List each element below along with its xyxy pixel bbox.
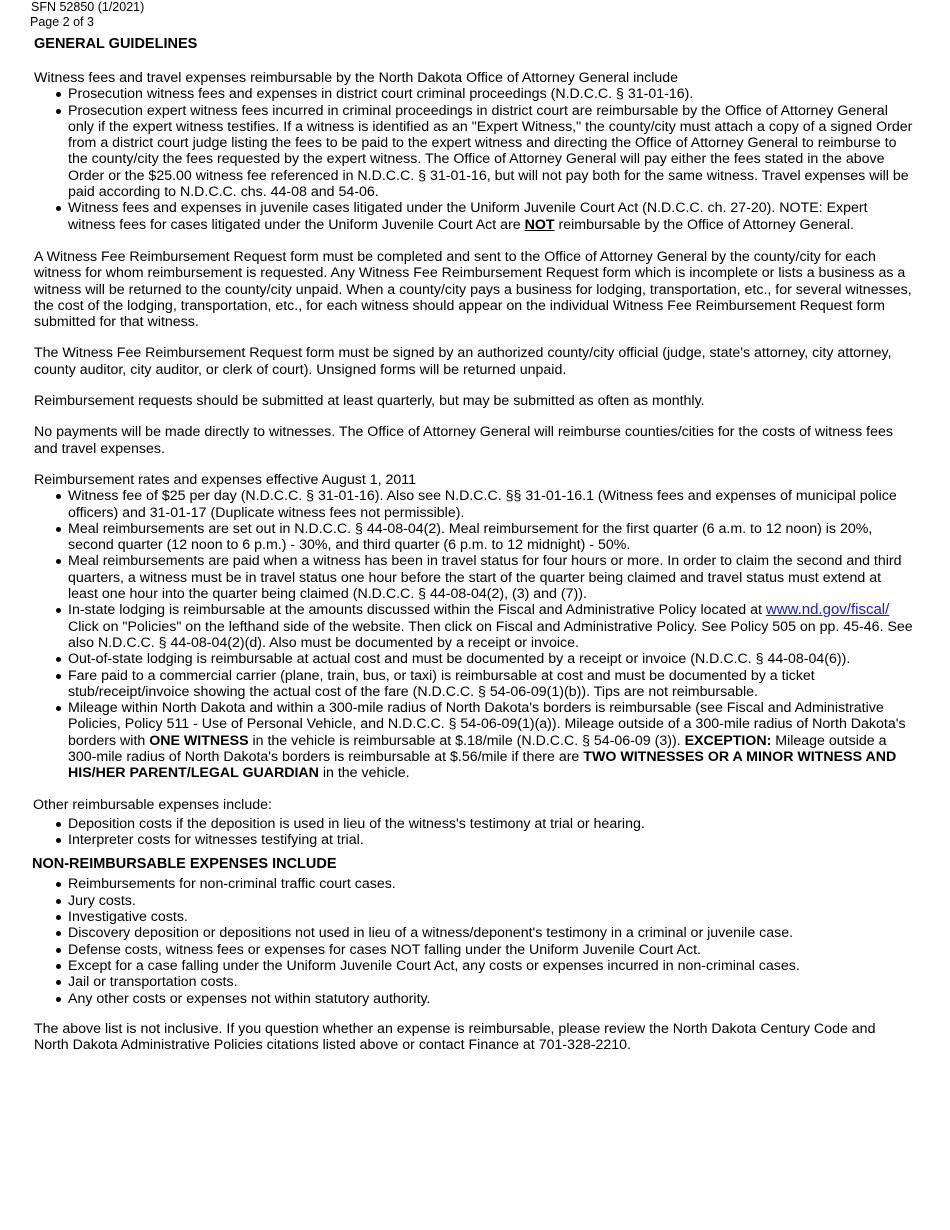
rates-list — [34, 488, 914, 781]
non-reimbursable-list — [34, 876, 914, 1006]
list-item: Any other costs or expenses not within statutory authority. — [68, 991, 914, 1007]
list-item: Except for a case falling under the Uniform Juvenile Court Act, any costs or expenses incurred in non-criminal cases. — [68, 958, 914, 974]
mileage-text-1: Mileage within North Dakota and within a 300-mile radius of North Dakota's borders is reimbursable (see Fiscal and Administrative Policies, Policy 511 - Use of Personal Vehicle, and N.D.C.C. § 54-06-09(1)(a)). Mileage outside of a 300-mile radius of North Dakota's borders with — [68, 700, 906, 749]
list-item: Reimbursements for non-criminal traffic court cases. — [68, 876, 914, 892]
list-item — [68, 200, 914, 233]
list-item: Meal reimbursements are paid when a witness has been in travel status for four hours or more. In order to claim the second and third quarters, a witness must be in travel status one hour before the start of the quarter being claimed and travel status must extend at least one hour into the quarter being claimed (N.D.C.C. § 44-08-04(2), (3) and (7)). — [68, 553, 914, 602]
mileage-text-3: Mileage outside a 300-mile radius of North Dakota's borders is reimbursable at $.56/mile if there are — [68, 732, 887, 765]
fiscal-policy-link[interactable]: www.nd.gov/fiscal/ — [765, 601, 890, 619]
lodging-text-post: Click on "Policies" on the lefthand side of the website. Then click on Fiscal and Administrative Policy. See Policy 505 on pp. 45-46. See also N.D.C.C. § 44-08-04(2)(d). Also must be documented by a receipt or invoice. — [68, 618, 913, 651]
list-item: Prosecution expert witness fees incurred in criminal proceedings in district court are reimbursable by the Office of Attorney General only if the expert witness testifies. If a witness is identified as an "Expert Witness," the county/city must attach a copy of a signed Order from a district court judge listing the fees to be paid to the expert witness and directing the Office of Attorney General to reimburse to the county/city the fees requested by the expert witness. The Office of Attorney General will pay either the fees stated in the above Order or the $25.00 witness fee referenced in N.D.C.C. § 31-01-16, but will not pay both for the same witness. Travel expenses will be paid according to N.D.C.C. chs. 44-08 and 54-06. — [68, 102, 913, 201]
lodging-text-pre: In-state lodging is reimbursable at the amounts discussed within the Fiscal and Administrative Policy located at — [68, 602, 766, 619]
page-number: Page 2 of 3 — [30, 15, 94, 29]
paragraph-request-form: A Witness Fee Reimbursement Request form must be completed and sent to the Office of Attorney General by the county/city for each witness for whom reimbursement is requested. Any Witness Fee Reimbursement Request form which is incomplete or lists a business as a witness will be returned to the county/city unpaid. When a county/city pays a business for lodging, transportation, etc., for several witnesses, the cost of the lodging, transportation, etc., for each witness should appear on the individual Witness Fee Reimbursement Request form submitted for that witness. — [34, 248, 912, 331]
list-item: Meal reimbursements are set out in N.D.C.C. § 44-08-04(2). Meal reimbursement for the first quarter (6 a.m. to 12 noon) is 20%, second quarter (12 noon to 6 p.m.) - 30%, and third quarter (6 p.m. to 12 midnight) - 50%. — [68, 521, 914, 554]
list-item: Jury costs. — [68, 893, 914, 909]
other-intro: Other reimbursable expenses include: — [33, 796, 272, 813]
general-intro: Witness fees and travel expenses reimbursable by the North Dakota Office of Attorney General include — [34, 70, 679, 86]
mileage-text-2: in the vehicle is reimbursable at $.18/mile (N.D.C.C. § 54-06-09 (3)). — [248, 732, 685, 749]
mileage-text-4: in the vehicle. — [318, 765, 410, 782]
list-item: Defense costs, witness fees or expenses for cases NOT falling under the Uniform Juvenile Court Act. — [68, 942, 914, 958]
rates-intro: Reimbursement rates and expenses effective August 1, 2011 — [34, 471, 416, 488]
paragraph-frequency: Reimbursement requests should be submitted at least quarterly, but may be submitted as often as monthly. — [34, 393, 705, 410]
general-list — [34, 86, 914, 233]
mileage-emphasis-two-witnesses: TWO WITNESSES OR A MINOR WITNESS AND HIS/HER PARENT/LEGAL GUARDIAN — [68, 748, 897, 782]
list-item: Deposition costs if the deposition is used in lieu of the witness's testimony at trial or hearing. — [68, 816, 914, 832]
juvenile-text-pre: Witness fees and expenses in juvenile cases litigated under the Uniform Juvenile Court Act (N.D.C.C. ch. 27-20). NOTE: Expert witness fees for cases litigated under the Uniform Juvenile Court Act are — [68, 200, 868, 233]
other-list — [34, 816, 914, 849]
list-item: Interpreter costs for witnesses testifying at trial. — [68, 832, 914, 848]
mileage-emphasis-one-witness: ONE WITNESS — [149, 732, 249, 749]
document-body — [34, 36, 914, 1053]
paragraph-signature: The Witness Fee Reimbursement Request form must be signed by an authorized county/city official (judge, state's attorney, city attorney, county auditor, city auditor, or clerk of court). Unsigned forms will be returned unpaid. — [34, 345, 892, 378]
paragraph-no-direct-payments: No payments will be made directly to witnesses. The Office of Attorney General will reimburse counties/cities for the costs of witness fees and travel expenses. — [34, 424, 893, 457]
list-item: Fare paid to a commercial carrier (plane, train, bus, or taxi) is reimbursable at cost and must be documented by a ticket stub/receipt/invoice showing the actual cost of the fare (N.D.C.C. § 54-06-09(1)(b)). Tips are not reimbursable. — [68, 668, 914, 701]
list-item: Out-of-state lodging is reimbursable at actual cost and must be documented by a receipt or invoice (N.D.C.C. § 44-08-04(6)). — [68, 651, 914, 667]
list-item: Prosecution witness fees and expenses in district court criminal proceedings (N.D.C.C. § 31-01-16). — [68, 86, 914, 102]
form-id: SFN 52850 (1/2021) — [31, 0, 145, 14]
list-item: Investigative costs. — [68, 909, 914, 925]
mileage-emphasis-exception: EXCEPTION: — [684, 732, 772, 749]
list-item — [68, 602, 914, 651]
closing-paragraph: The above list is not inclusive. If you question whether an expense is reimbursable, please review the North Dakota Century Code and North Dakota Administrative Policies citations listed above or contact Finance at 701-328-2210. — [34, 1020, 876, 1054]
juvenile-not-emphasis: NOT — [524, 216, 555, 233]
juvenile-text-post: reimbursable by the Office of Attorney General. — [554, 216, 854, 233]
list-item: Jail or transportation costs. — [68, 974, 914, 990]
non-reimbursable-heading: NON-REIMBURSABLE EXPENSES INCLUDE — [32, 856, 337, 873]
list-item — [68, 700, 914, 781]
list-item: Discovery deposition or depositions not used in lieu of a witness/deponent's testimony in a criminal or juvenile case. — [68, 925, 914, 941]
list-item: Witness fee of $25 per day (N.D.C.C. § 31-01-16). Also see N.D.C.C. §§ 31-01-16.1 (Witness fees and expenses of municipal police officers) and 31-01-17 (Duplicate witness fees not permissible). — [68, 488, 914, 521]
general-guidelines-heading: GENERAL GUIDELINES — [34, 36, 198, 52]
